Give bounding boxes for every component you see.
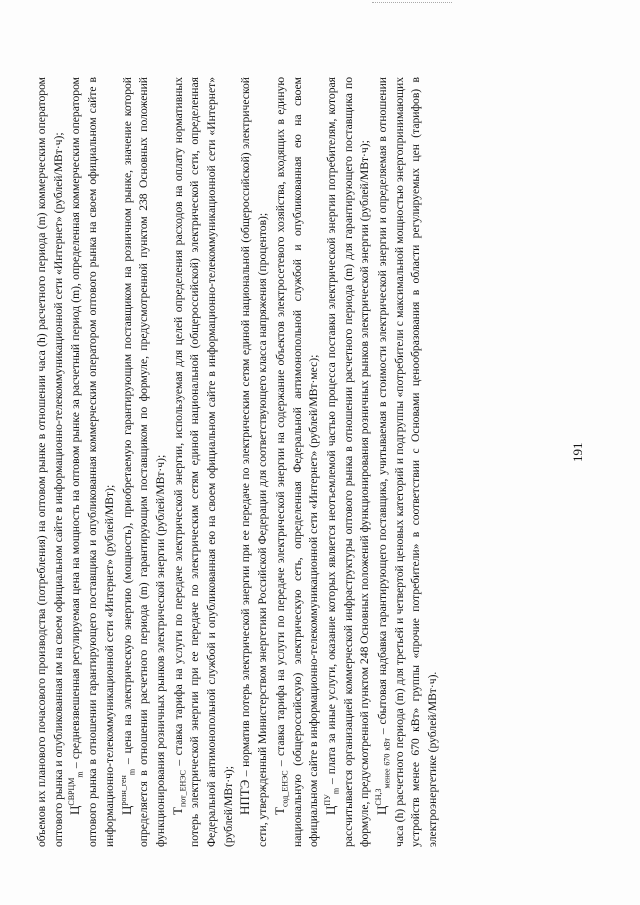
item-superscript: СВРЦМ — [67, 777, 77, 806]
item-text: – плата за иные услуги, оказание которых является неотъемлемой частью процесса поставки электрической энергии потребителям, которая рассчитывается организацией коммерческой инфраструктуры оптового рынка в отношении расчетного периода (m) для гарантирующего поставщика по формуле, предусмотренной пунктом 248 Основных положений функционирования розничных рынков электрической энергии (рублей/МВт·ч); — [324, 77, 372, 847]
item-text: – средневзвешенная регулируемая цена на мощность на оптовом рынке за расчетный период (m), определенная коммерческим оператором оптового рынка в отношении гарантирующего поставщика и опубликованная коммерческим оператором оптового рынка на своем официальном сайте в информационно-телекоммуникационной сети «Интернет» (рублей/МВт); — [69, 77, 116, 847]
item-text: – цена на электрическую энергию (мощность), приобретаемую гарантирующим поставщиком на розничном рынке, значение которой определяется в отношении расчетного периода (m) гарантирующим поставщиком по формуле, предусмотренной пунктом 238 Основных положений функционирования розничных рынков электрической энергии (рублей/МВт·ч); — [120, 77, 167, 847]
item-symbol: Т — [271, 807, 287, 815]
item-symbol: НПТЭ — [237, 779, 253, 815]
definition-item — [67, 77, 118, 847]
item-superscript: розн_ген — [118, 775, 128, 806]
item-symbol: Т — [169, 807, 185, 815]
item-symbol: Ц — [322, 805, 338, 815]
item-superscript: СН,З — [374, 788, 384, 806]
item-subscript: пот_ЕНЭС — [177, 770, 187, 808]
definition-item — [170, 77, 238, 847]
definition-item — [323, 77, 374, 847]
item-symbol: Ц — [67, 805, 83, 815]
item-subscript: сод_ЕНЭС — [280, 770, 290, 808]
item-text: – ставка тарифа на услуги по передаче электрической энергии, используемая для целей определения расходов на оплату нормативных потерь электрической энергии при ее передаче по электрическим сетям единой национальной (общероссийской) электрической сети, определенная Федеральной антимонопольной службой и опубликованная ею на своем официальном сайте в информационно-телекоммуникационной сети «Интернет» (рублей/МВт·ч); — [171, 77, 235, 847]
item-text: – ставка тарифа на услуги по передаче электрической энергии на содержание объектов электросетевого хозяйства, входящих в единую национальную (общероссийскую) электрическую сеть, определенная Федеральной антимонопольной службой и опубликованная ею на своем официальном сайте в информационно-телекоммуникационной сети «Интернет» (рублей/МВт·мес); — [273, 77, 321, 847]
definition-item — [119, 77, 170, 847]
item-symbol: Ц — [118, 805, 134, 815]
item-text: – сбытовая надбавка гарантирующего поставщика, учитываемая в стоимости электрической энергии и определяемая в отношении часа (h) расчетного периода (m) для третьей и четвертой ценовых категорий и подгруппы «потребители с максимальной мощностью энергопринимающих устройств менее 670 кВт» группы «прочие потребители» в соответствии с Основами ценообразования в области регулируемых цен (тарифов) в электроэнергетике (рублей/МВт·ч). — [376, 76, 440, 847]
page-number: 191 — [570, 442, 585, 462]
item-subscript: менее 670 кВт — [382, 737, 392, 789]
item-subscript: m — [331, 787, 341, 795]
definition-item — [272, 77, 323, 847]
item-symbol: Ц — [374, 805, 390, 815]
item-subscript: m — [126, 768, 136, 776]
definition-item — [237, 77, 271, 847]
item-subscript: m — [75, 771, 85, 778]
item-superscript: ПУ — [323, 794, 333, 806]
definition-item — [374, 77, 442, 847]
document-body — [34, 77, 442, 847]
paragraph: объемов их планового почасового производства (потребления) на оптовом рынке в отношении часа (h) расчетного периода (m) коммерческим оператором оптового рынка и опубликованная им на своем официальном сайте в информационно-телекоммуникационной сети «Интернет» (рублей/МВт·ч); — [35, 77, 65, 847]
item-text: – норматив потерь электрической энергии при ее передаче по электрическим сетям единой национальной (общероссийской) электрической сети, утвержденный Министерством энергетики Российской Федерации для соответствующего класса напряжения (процентов); — [239, 77, 270, 847]
